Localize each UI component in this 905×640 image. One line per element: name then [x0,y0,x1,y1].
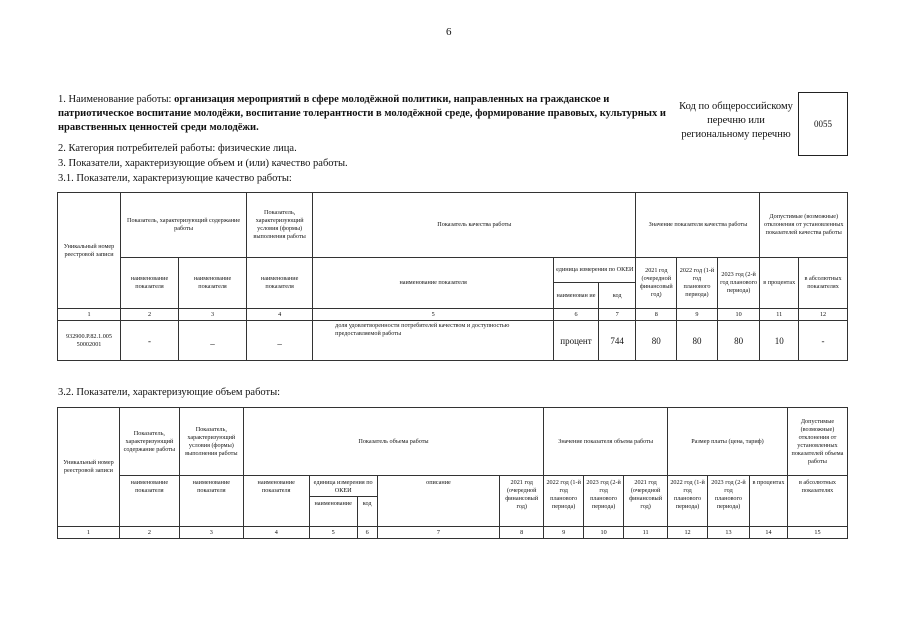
work-name: организация мероприятий в сфере молодёжной политики, направленных на гражданское и патриотическое воспитание молодёжи, воспитание толерантности в молодёжной среде, формирование правовых, культурных и нравственных ценностей среди молодёжи. [58,94,666,133]
t1-num: 6 [554,309,599,321]
t2-h-volume: Показатель объема работы [243,408,543,476]
volume-heading: 3.2. Показатели, характеризующие объем работы: [58,387,281,398]
t1-num: 11 [760,309,799,321]
t2-num: 2 [119,527,179,539]
t1-h-y2: 2022 год (1-й год планового периода) [677,258,718,309]
t1-h-abs: в абсолютных показателях [799,258,848,309]
t2-num: 9 [544,527,584,539]
t1-c4: _ [247,321,313,361]
t2-h-y2: 2022 год (1-й год планового периода) [544,476,584,527]
code-value: 0055 [798,92,848,156]
quality-table [57,192,848,361]
t2-h-y3: 2023 год (2-й год планового периода) [584,476,624,527]
t1-y3: 80 [717,321,760,361]
t2-num: 5 [309,527,357,539]
t2-num: 15 [787,527,847,539]
t2-num: 4 [243,527,309,539]
t2-num: 10 [584,527,624,539]
t2-num: 8 [500,527,544,539]
t2-num: 12 [668,527,708,539]
t1-num: 7 [598,309,636,321]
t1-pct: 10 [760,321,799,361]
t1-c3: _ [178,321,246,361]
t2-h-pct: в процентах [749,476,787,527]
t1-h-unit-name: наименован ие [554,283,599,309]
t1-abs: - [799,321,848,361]
t1-num: 5 [313,309,554,321]
t2-h-desc: описание [377,476,500,527]
t2-h-p2: 2022 год (1-й год планового периода) [668,476,708,527]
t2-h-p3: 2023 год (2-й год планового периода) [708,476,750,527]
t2-num: 13 [708,527,750,539]
t1-num: 9 [677,309,718,321]
t2-h-content: Показатель, характеризующий содержание работы [119,408,179,476]
t2-h-dev: Допустимые (возможные) отклонения от установленных показателей объема работы [787,408,847,476]
t2-h-unit-name: наименование [309,497,357,527]
t2-h-value: Значение показателя объема работы [544,408,668,476]
t1-y1: 80 [636,321,677,361]
t1-h-dev: Допустимые (возможные) отклонения от установленных показателей качества работы [760,193,848,258]
t2-h-price: Размер платы (цена, тариф) [668,408,788,476]
t1-h-value: Значение показателя качества работы [636,193,760,258]
t1-h-cond: Показатель, характеризующий условия (формы) выполнения работы [247,193,313,258]
t2-h-cond: Показатель, характеризующий условия (формы) выполнения работы [179,408,243,476]
t1-num: 4 [247,309,313,321]
t1-h-name3: наименование показателя [247,258,313,309]
t1-reg: 932900.Р.82.1.005 50002001 [58,321,121,361]
t2-h-name1: наименование показателя [119,476,179,527]
t1-code: 744 [598,321,636,361]
t2-h-p1: 2021 год (очередной финансовый год) [624,476,668,527]
t2-h-abs: в абсолютных показателях [787,476,847,527]
t1-unit: процент [554,321,599,361]
t1-num: 12 [799,309,848,321]
t1-h-reg: Уникальный номер реестровой записи [58,193,121,309]
t1-num: 10 [717,309,760,321]
work-name-paragraph [58,93,670,135]
t2-num: 3 [179,527,243,539]
t2-num: 14 [749,527,787,539]
t1-num: 3 [178,309,246,321]
t1-h-qname: наименование показателя [313,258,554,309]
t1-num: 2 [121,309,179,321]
volume-table [57,407,848,539]
page-number: 6 [446,26,452,38]
t2-h-unit-code: код [357,497,377,527]
quality-heading: 3.1. Показатели, характеризующие качество работы: [58,173,292,184]
t1-h-name1: наименование показателя [121,258,179,309]
indicators-heading: 3. Показатели, характеризующие объем и (или) качество работы. [58,158,348,169]
t1-c2: - [121,321,179,361]
t1-h-quality: Показатель качества работы [313,193,636,258]
t1-num: 1 [58,309,121,321]
t1-h-unit-code: код [598,283,636,309]
table-row [58,321,848,361]
t2-h-y1: 2021 год (очередной финансовый год) [500,476,544,527]
t2-h-unit: единица измерения по ОКЕИ [309,476,377,497]
t1-num: 8 [636,309,677,321]
t2-h-name3: наименование показателя [243,476,309,527]
consumer-category: 2. Категория потребителей работы: физические лица. [58,143,297,154]
t1-qname: доля удовлетворенности потребителей качеством и доступностью предоставляемой работы [313,321,554,361]
t1-h-name2: наименование показателя [178,258,246,309]
t1-h-y3: 2023 год (2-й год планового периода) [717,258,760,309]
work-name-prefix: 1. Наименование работы: [58,94,175,105]
code-label: Код по общероссийскому перечню или региональному перечню [679,101,793,140]
t1-y2: 80 [677,321,718,361]
t1-h-unit: единица измерения по ОКЕИ [554,258,636,283]
t2-num: 7 [377,527,500,539]
t2-num: 6 [357,527,377,539]
t2-h-reg: Уникальный номер реестровой записи [58,408,120,527]
t2-num: 1 [58,527,120,539]
t2-h-name2: наименование показателя [179,476,243,527]
t1-h-y1: 2021 год (очередной финансовый год) [636,258,677,309]
t1-h-content: Показатель, характеризующий содержание работы [121,193,247,258]
t2-num: 11 [624,527,668,539]
t1-h-pct: в процентах [760,258,799,309]
